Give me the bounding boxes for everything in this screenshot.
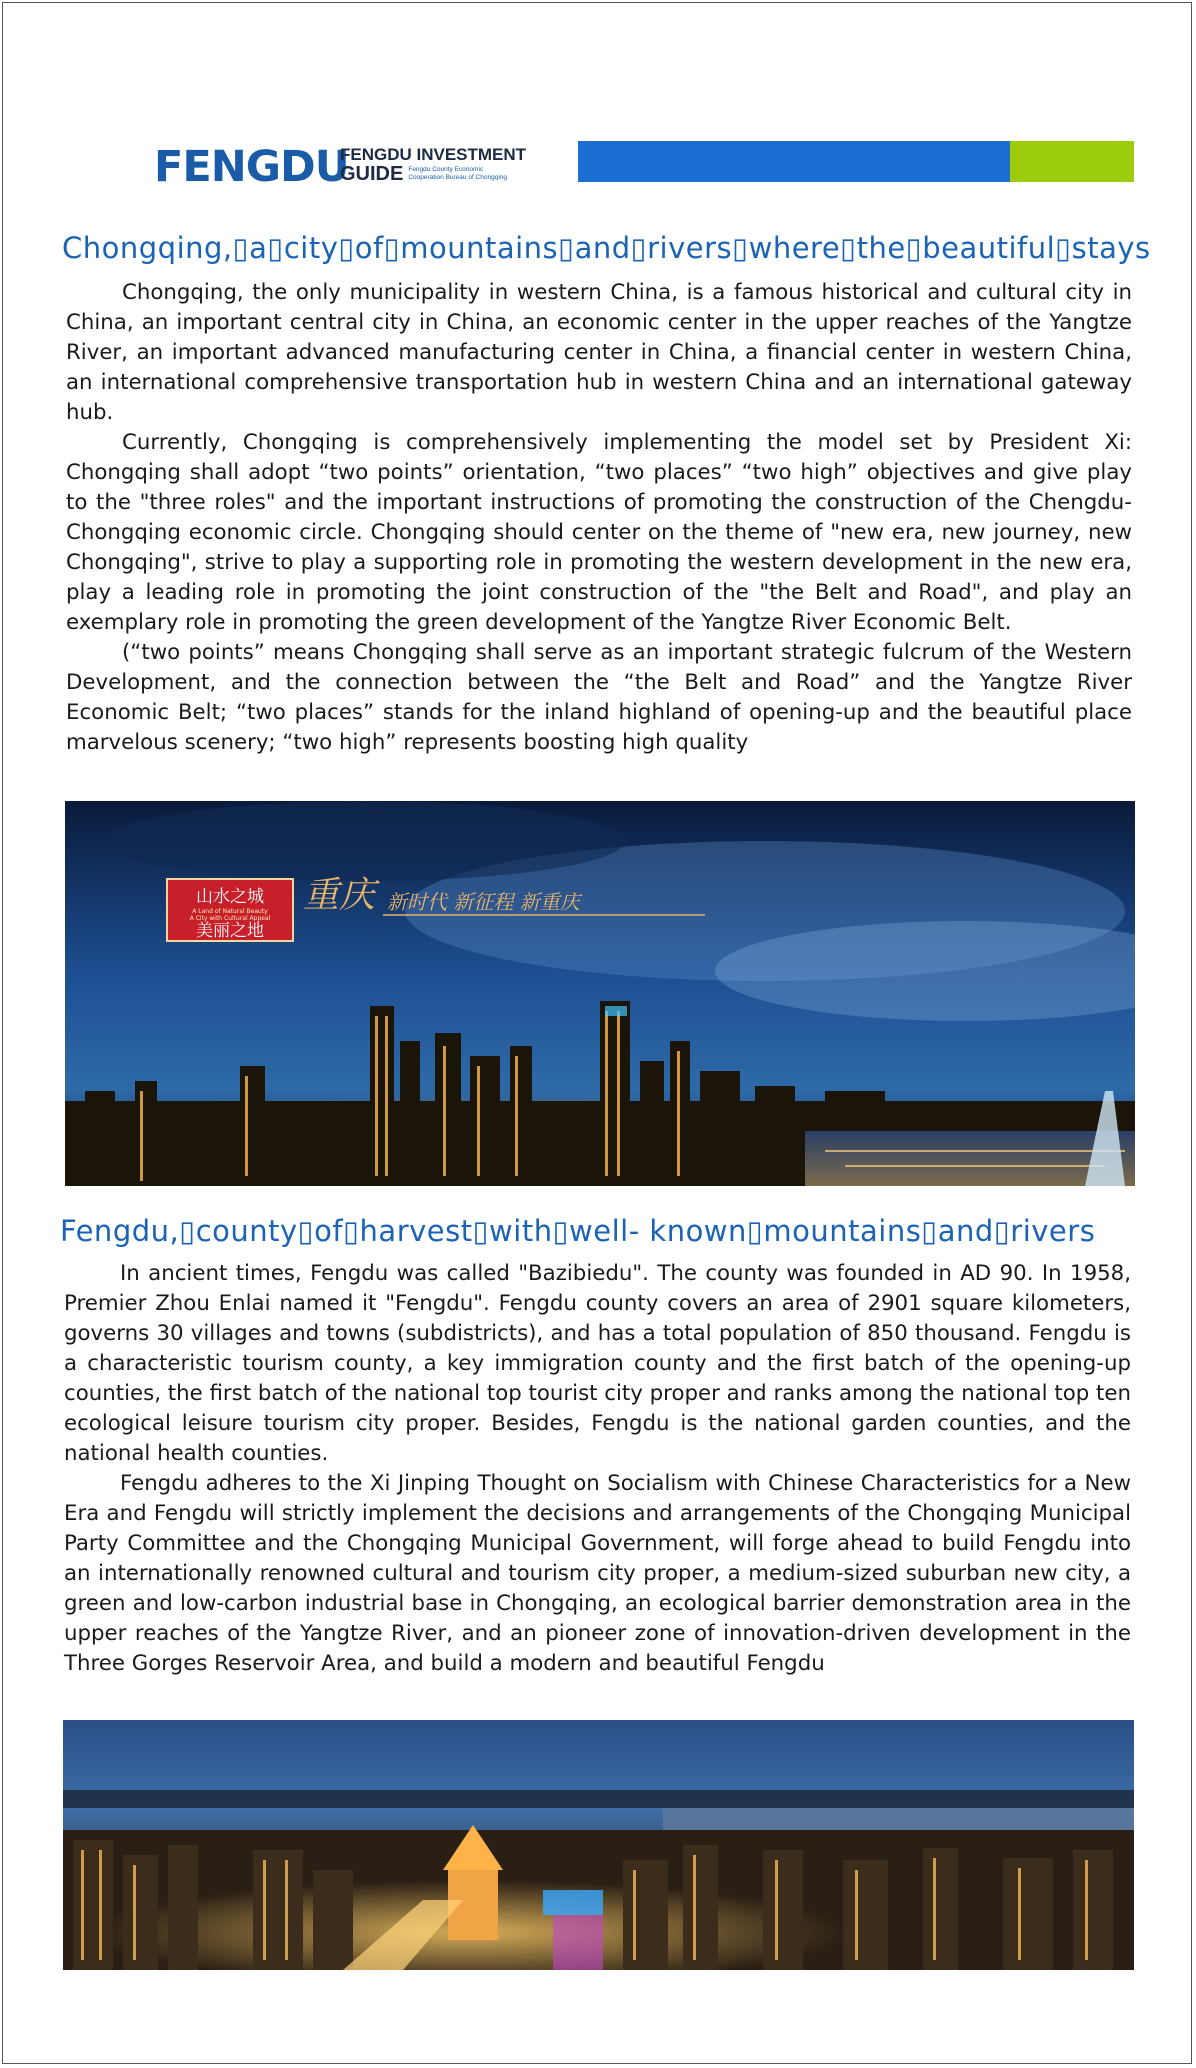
header-blue-bar bbox=[578, 141, 1010, 182]
paragraph: Currently, Chongqing is comprehensively implementing the model set by President Xi: Chongqing shall adopt “two points” orientation, “two places” “two high” objectives and give play to the "three roles" and the important instructions of promoting the construction of the Chengdu-Chongqing economic circle. Chongqing should center on the theme of "new era, new journey, new Chongqing", strive to play a supporting role in promoting the western development in the new era, play a leading role in promoting the joint construction of the "the Belt and Road", and play an exemplary role in promoting the green development of the Yangtze River Economic Belt. bbox=[66, 430, 1132, 635]
paragraph: Fengdu adheres to the Xi Jinping Thought on Socialism with Chinese Characteristics for a New Era and Fengdu will strictly implement the decisions and arrangements of the Chongqing Municipal Party Committee and the Chongqing Municipal Government, will forge ahead to build Fengdu into an internationally renowned cultural and tourism city proper, a medium-sized suburban new city, a green and low-carbon industrial base in Chongqing, an ecological barrier demonstration area in the upper reaches of the Yangtze River, and an pioneer zone of innovation-driven development in the Three Gorges Reservoir Area, and build a modern and beautiful Fengdu bbox=[64, 1471, 1131, 1676]
seal-line1: 山水之城 bbox=[196, 887, 264, 907]
fengdu-logo: FENGDU bbox=[154, 142, 349, 192]
seal-line2: 美丽之地 bbox=[196, 921, 264, 941]
paragraph: Chongqing, the only municipality in western China, is a famous historical and cultural city in China, an important central city in China, an economic center in the upper reaches of the Yangtze River, an important advanced manufacturing center in China, a financial center in western China, an international comprehensive transportation hub in western China and an international gateway hub. bbox=[66, 280, 1132, 425]
logo-subtitle bbox=[408, 166, 507, 182]
logo-subtitle-line2: Cooperation Bureau of Chongqing bbox=[408, 174, 507, 181]
chongqing-skyline-photo bbox=[65, 801, 1135, 1186]
fengdu-night-photo bbox=[63, 1720, 1134, 1970]
logo-tagline-line1: FENGDU INVESTMENT bbox=[340, 145, 527, 164]
section-body-chongqing bbox=[66, 278, 1132, 758]
paragraph: (“two points” means Chongqing shall serve as an important strategic fulcrum of the Western Development, and the connection between the “the Belt and Road” and the Yangtze River Economic Belt; “two places” stands for the inland highland of opening-up and the beautiful place marvelous scenery; “two high” represents boosting high quality bbox=[66, 640, 1132, 755]
logo-tagline bbox=[340, 146, 560, 184]
logo-tagline-line2: GUIDE bbox=[340, 163, 404, 185]
seal-small-2: A City with Cultural Appeal bbox=[189, 915, 271, 922]
banner-slogan: 新时代 新征程 新重庆 bbox=[387, 890, 580, 914]
section-title-chongqing: Chongqing,▯a▯city▯of▯mountains▯and▯rivers▯where▯the▯beautiful▯stays bbox=[62, 231, 1151, 265]
paragraph: In ancient times, Fengdu was called "Bazibiedu". The county was founded in AD 90. In 1958, Premier Zhou Enlai named it "Fengdu". Fengdu county covers an area of 2901 square kilometers, governs 30 villages and towns (subdistricts), and has a total population of 850 thousand. Fengdu is a characteristic tourism county, a key immigration county and the first batch of the opening-up counties, the first batch of the national top tourist city proper and ranks among the national top ten ecological leisure tourism city proper. Besides, Fengdu is the national garden counties, and the national health counties. bbox=[64, 1261, 1131, 1466]
header-green-bar bbox=[1010, 141, 1134, 182]
logo-subtitle-line1: Fengdu County Economic bbox=[408, 166, 484, 173]
section-title-fengdu: Fengdu,▯county▯of▯harvest▯with▯well- known▯mountains▯and▯rivers bbox=[60, 1214, 1096, 1248]
seal-small: A Land of Natural Beauty bbox=[192, 908, 268, 915]
calligraphy-chongqing: 重庆 bbox=[303, 875, 376, 916]
section-body-fengdu bbox=[64, 1259, 1131, 1679]
